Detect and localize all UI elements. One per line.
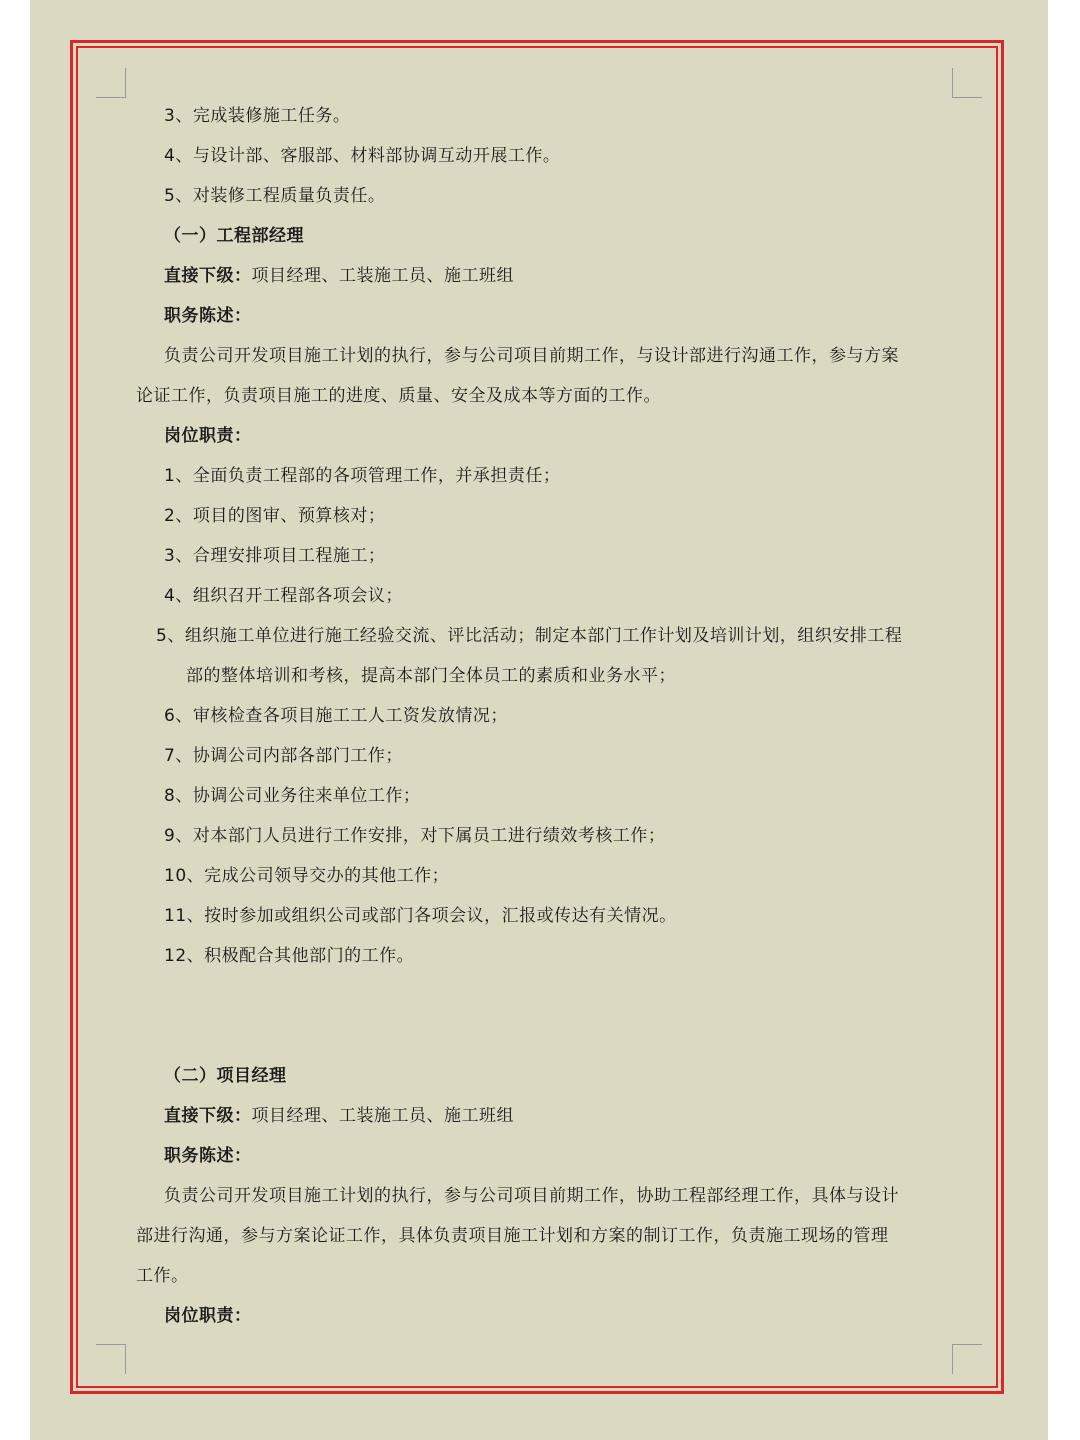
list-item: 12、积极配合其他部门的工作。	[164, 946, 415, 966]
description-label: 职务陈述：	[164, 306, 252, 326]
description-text: 论证工作，负责项目施工的进度、质量、安全及成本等方面的工作。	[136, 386, 661, 406]
list-item: 11、按时参加或组织公司或部门各项会议，汇报或传达有关情况。	[164, 906, 677, 926]
list-item: 2、项目的图审、预算核对；	[164, 506, 386, 526]
subordinate-value: 项目经理、工装施工员、施工班组	[251, 266, 514, 286]
description-text: 负责公司开发项目施工计划的执行，参与公司项目前期工作，协助工程部经理工作，具体与设计	[164, 1186, 899, 1206]
blank-space	[136, 976, 954, 1056]
list-item: 5、组织施工单位进行施工经验交流、评比活动；制定本部门工作计划及培训计划，组织安排工程	[156, 626, 903, 646]
crop-mark-top-right	[952, 68, 982, 98]
list-item: 9、对本部门人员进行工作安排，对下属员工进行绩效考核工作；	[164, 826, 666, 846]
section-heading: （一）工程部经理	[164, 226, 304, 246]
list-item: 10、完成公司领导交办的其他工作；	[164, 866, 450, 886]
section-heading: （二）项目经理	[164, 1066, 287, 1086]
list-item: 3、完成装修施工任务。	[164, 106, 351, 126]
description-text: 部进行沟通，参与方案论证工作，具体负责项目施工计划和方案的制订工作，负责施工现场的管理	[136, 1226, 889, 1246]
crop-mark-bottom-right	[952, 1344, 982, 1374]
subordinate-value: 项目经理、工装施工员、施工班组	[251, 1106, 514, 1126]
document-body	[136, 96, 954, 1336]
duty-label: 岗位职责：	[164, 1306, 252, 1326]
list-item: 4、组织召开工程部各项会议；	[164, 586, 403, 606]
list-item: 5、对装修工程质量负责任。	[164, 186, 386, 206]
list-item: 1、全面负责工程部的各项管理工作，并承担责任；	[164, 466, 561, 486]
list-item: 4、与设计部、客服部、材料部协调互动开展工作。	[164, 146, 561, 166]
list-item: 部的整体培训和考核，提高本部门全体员工的素质和业务水平；	[186, 666, 676, 686]
list-item: 7、协调公司内部各部门工作；	[164, 746, 403, 766]
subordinate-line	[136, 1096, 954, 1136]
crop-mark-bottom-left	[96, 1344, 126, 1374]
subordinate-label: 直接下级：	[164, 1106, 252, 1126]
description-text: 工作。	[136, 1266, 189, 1286]
description-label: 职务陈述：	[164, 1146, 252, 1166]
duty-label: 岗位职责：	[164, 426, 252, 446]
crop-mark-top-left	[96, 68, 126, 98]
list-item: 6、审核检查各项目施工工人工资发放情况；	[164, 706, 508, 726]
subordinate-line	[136, 256, 954, 296]
subordinate-label: 直接下级：	[164, 266, 252, 286]
list-item: 3、合理安排项目工程施工；	[164, 546, 386, 566]
description-text: 负责公司开发项目施工计划的执行，参与公司项目前期工作，与设计部进行沟通工作，参与方案	[164, 346, 899, 366]
list-item: 8、协调公司业务往来单位工作；	[164, 786, 421, 806]
